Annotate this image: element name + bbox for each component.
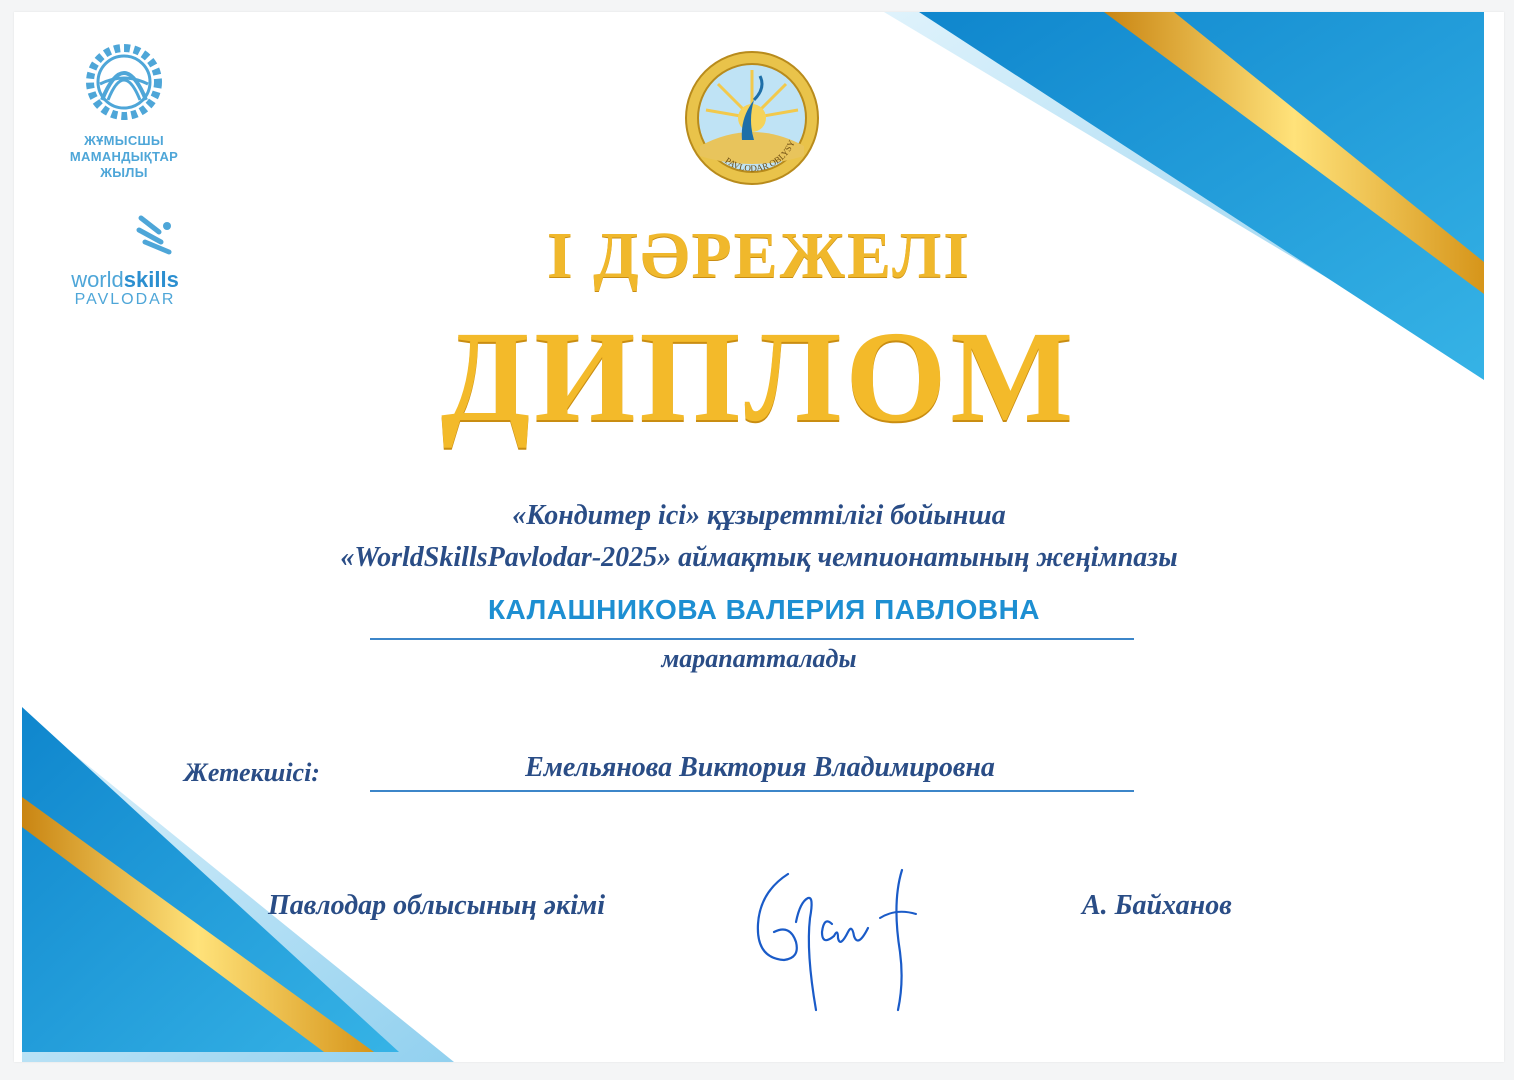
diploma-degree: І ДӘРЕЖЕЛІ	[547, 219, 971, 292]
competency-line: «Кондитер ісі» құзыреттілігі бойынша	[512, 500, 1006, 531]
workers-year-caption-1: ЖҰМЫСШЫ	[84, 133, 164, 148]
supervisor-underline	[370, 790, 1134, 792]
pavlodar-emblem-icon	[682, 48, 822, 188]
workers-year-logo	[54, 36, 194, 181]
championship-line: «WorldSkillsPavlodar-2025» аймақтық чемпионатының жеңімпазы	[340, 542, 1178, 573]
awarded-text: марапатталады	[661, 644, 857, 673]
signature-image	[740, 862, 940, 1022]
winner-name: КАЛАШНИКОВА ВАЛЕРИЯ ПАВЛОВНА	[487, 594, 1041, 625]
worldskills-city: PAVLODAR	[74, 291, 176, 308]
svg-text:PAVLODAR OBLYSY: PAVLODAR OBLYSY	[723, 138, 797, 174]
diploma-sheet	[14, 12, 1504, 1062]
winner-underline	[370, 638, 1134, 640]
worldskills-word: worldskills	[71, 267, 179, 292]
signer-name: А. Байханов	[1082, 890, 1232, 921]
workers-year-caption-3: ЖЫЛЫ	[100, 165, 148, 180]
signer-position: Павлодар облысының әкімі	[268, 890, 605, 921]
supervisor-label: Жетекшісі:	[184, 758, 320, 787]
supervisor-name: Емельянова Виктория Владимировна	[525, 752, 995, 783]
workers-year-caption-2: МАМАНДЫҚТАР	[69, 149, 179, 164]
diploma-title: ДИПЛОМ	[440, 305, 1078, 449]
gear-logo-icon	[78, 36, 170, 128]
